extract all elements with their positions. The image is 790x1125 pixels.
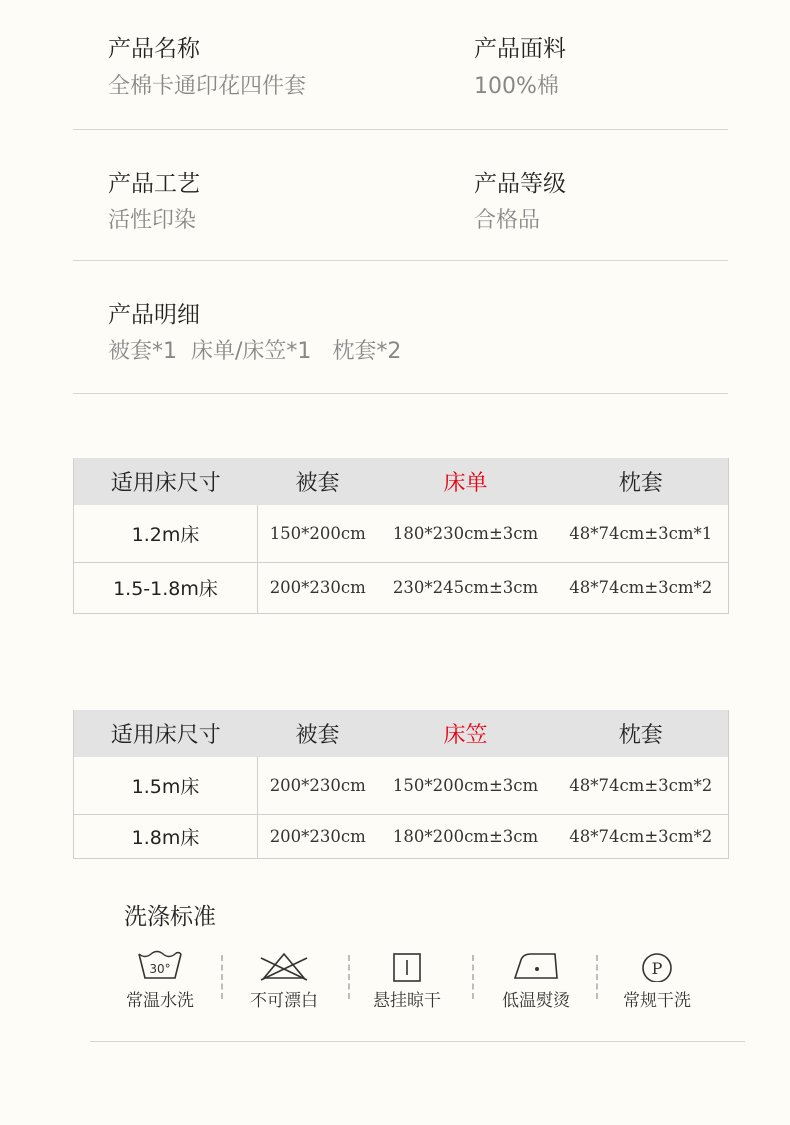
- wash-separator: [221, 955, 223, 999]
- header-pillowcase: 枕套: [554, 458, 729, 505]
- bed-size-cell: 1.5m床: [74, 757, 258, 814]
- divider: [73, 129, 728, 130]
- wash-30-icon: [135, 948, 185, 982]
- header-duvet-cover: 被套: [258, 458, 378, 505]
- duvet-cover-cell: 200*230cm: [258, 562, 378, 613]
- table-header-row: [74, 458, 729, 505]
- wash-label: 低温熨烫: [502, 991, 570, 1011]
- header-duvet-cover: 被套: [258, 710, 378, 757]
- iron-low-icon: [511, 948, 561, 982]
- product-name-label: 产品名称: [108, 36, 200, 62]
- pillowcase-cell: 48*74cm±3cm*2: [554, 814, 729, 858]
- hang-dry-icon: [382, 948, 432, 982]
- washing-title: 洗涤标准: [124, 904, 216, 930]
- bed-sheet-cell: 230*245cm±3cm: [378, 562, 554, 613]
- table-header-row: [74, 710, 729, 757]
- wash-item: [481, 948, 591, 1011]
- table-row: [74, 757, 729, 814]
- dry-clean-p-icon: [632, 948, 682, 982]
- wash-temp-text: 30°: [149, 962, 171, 976]
- fitted-sheet-cell: 150*200cm±3cm: [378, 757, 554, 814]
- bed-sheet-cell: 180*230cm±3cm: [378, 505, 554, 562]
- header-bed-size: 适用床尺寸: [74, 458, 258, 505]
- bed-size-cell: 1.8m床: [74, 814, 258, 858]
- duvet-cover-cell: 200*230cm: [258, 757, 378, 814]
- product-name-value: 全棉卡通印花四件套: [108, 74, 307, 99]
- product-grade-label: 产品等级: [474, 171, 566, 197]
- bed-size-cell: 1.2m床: [74, 505, 258, 562]
- product-grade-value: 合格品: [474, 208, 541, 233]
- product-details-label: 产品明细: [108, 302, 200, 328]
- product-fabric-value: 100%棉: [474, 74, 559, 99]
- dry-clean-glyph: P: [651, 959, 663, 978]
- size-table-sheet: [73, 458, 729, 614]
- wash-label: 常规干洗: [623, 991, 691, 1011]
- product-details-value: 被套*1 床单/床笠*1 枕套*2: [108, 339, 402, 364]
- wash-item: [229, 948, 339, 1011]
- wash-label: 悬挂晾干: [373, 991, 441, 1011]
- header-pillowcase: 枕套: [554, 710, 729, 757]
- product-process-value: 活性印染: [108, 208, 197, 233]
- wash-item: [602, 948, 712, 1011]
- table-row: [74, 505, 729, 562]
- wash-separator: [596, 955, 598, 999]
- bed-size-cell: 1.5-1.8m床: [74, 562, 258, 613]
- duvet-cover-cell: 150*200cm: [258, 505, 378, 562]
- pillowcase-cell: 48*74cm±3cm*2: [554, 757, 729, 814]
- wash-label: 不可漂白: [250, 991, 318, 1011]
- header-fitted-sheet: 床笠: [378, 710, 554, 757]
- header-bed-size: 适用床尺寸: [74, 710, 258, 757]
- divider: [90, 1041, 745, 1042]
- wash-separator: [472, 955, 474, 999]
- pillowcase-cell: 48*74cm±3cm*2: [554, 562, 729, 613]
- wash-item: [105, 948, 215, 1011]
- product-process-label: 产品工艺: [108, 171, 200, 197]
- wash-separator: [348, 955, 350, 999]
- header-bed-sheet: 床单: [378, 458, 554, 505]
- divider: [73, 393, 728, 394]
- table-row: [74, 814, 729, 858]
- wash-item: [352, 948, 462, 1011]
- fitted-sheet-cell: 180*200cm±3cm: [378, 814, 554, 858]
- table-row: [74, 562, 729, 613]
- divider: [73, 260, 728, 261]
- pillowcase-cell: 48*74cm±3cm*1: [554, 505, 729, 562]
- no-bleach-icon: [259, 948, 309, 982]
- wash-label: 常温水洗: [126, 991, 194, 1011]
- duvet-cover-cell: 200*230cm: [258, 814, 378, 858]
- product-fabric-label: 产品面料: [474, 36, 566, 62]
- size-table-fitted: [73, 710, 729, 859]
